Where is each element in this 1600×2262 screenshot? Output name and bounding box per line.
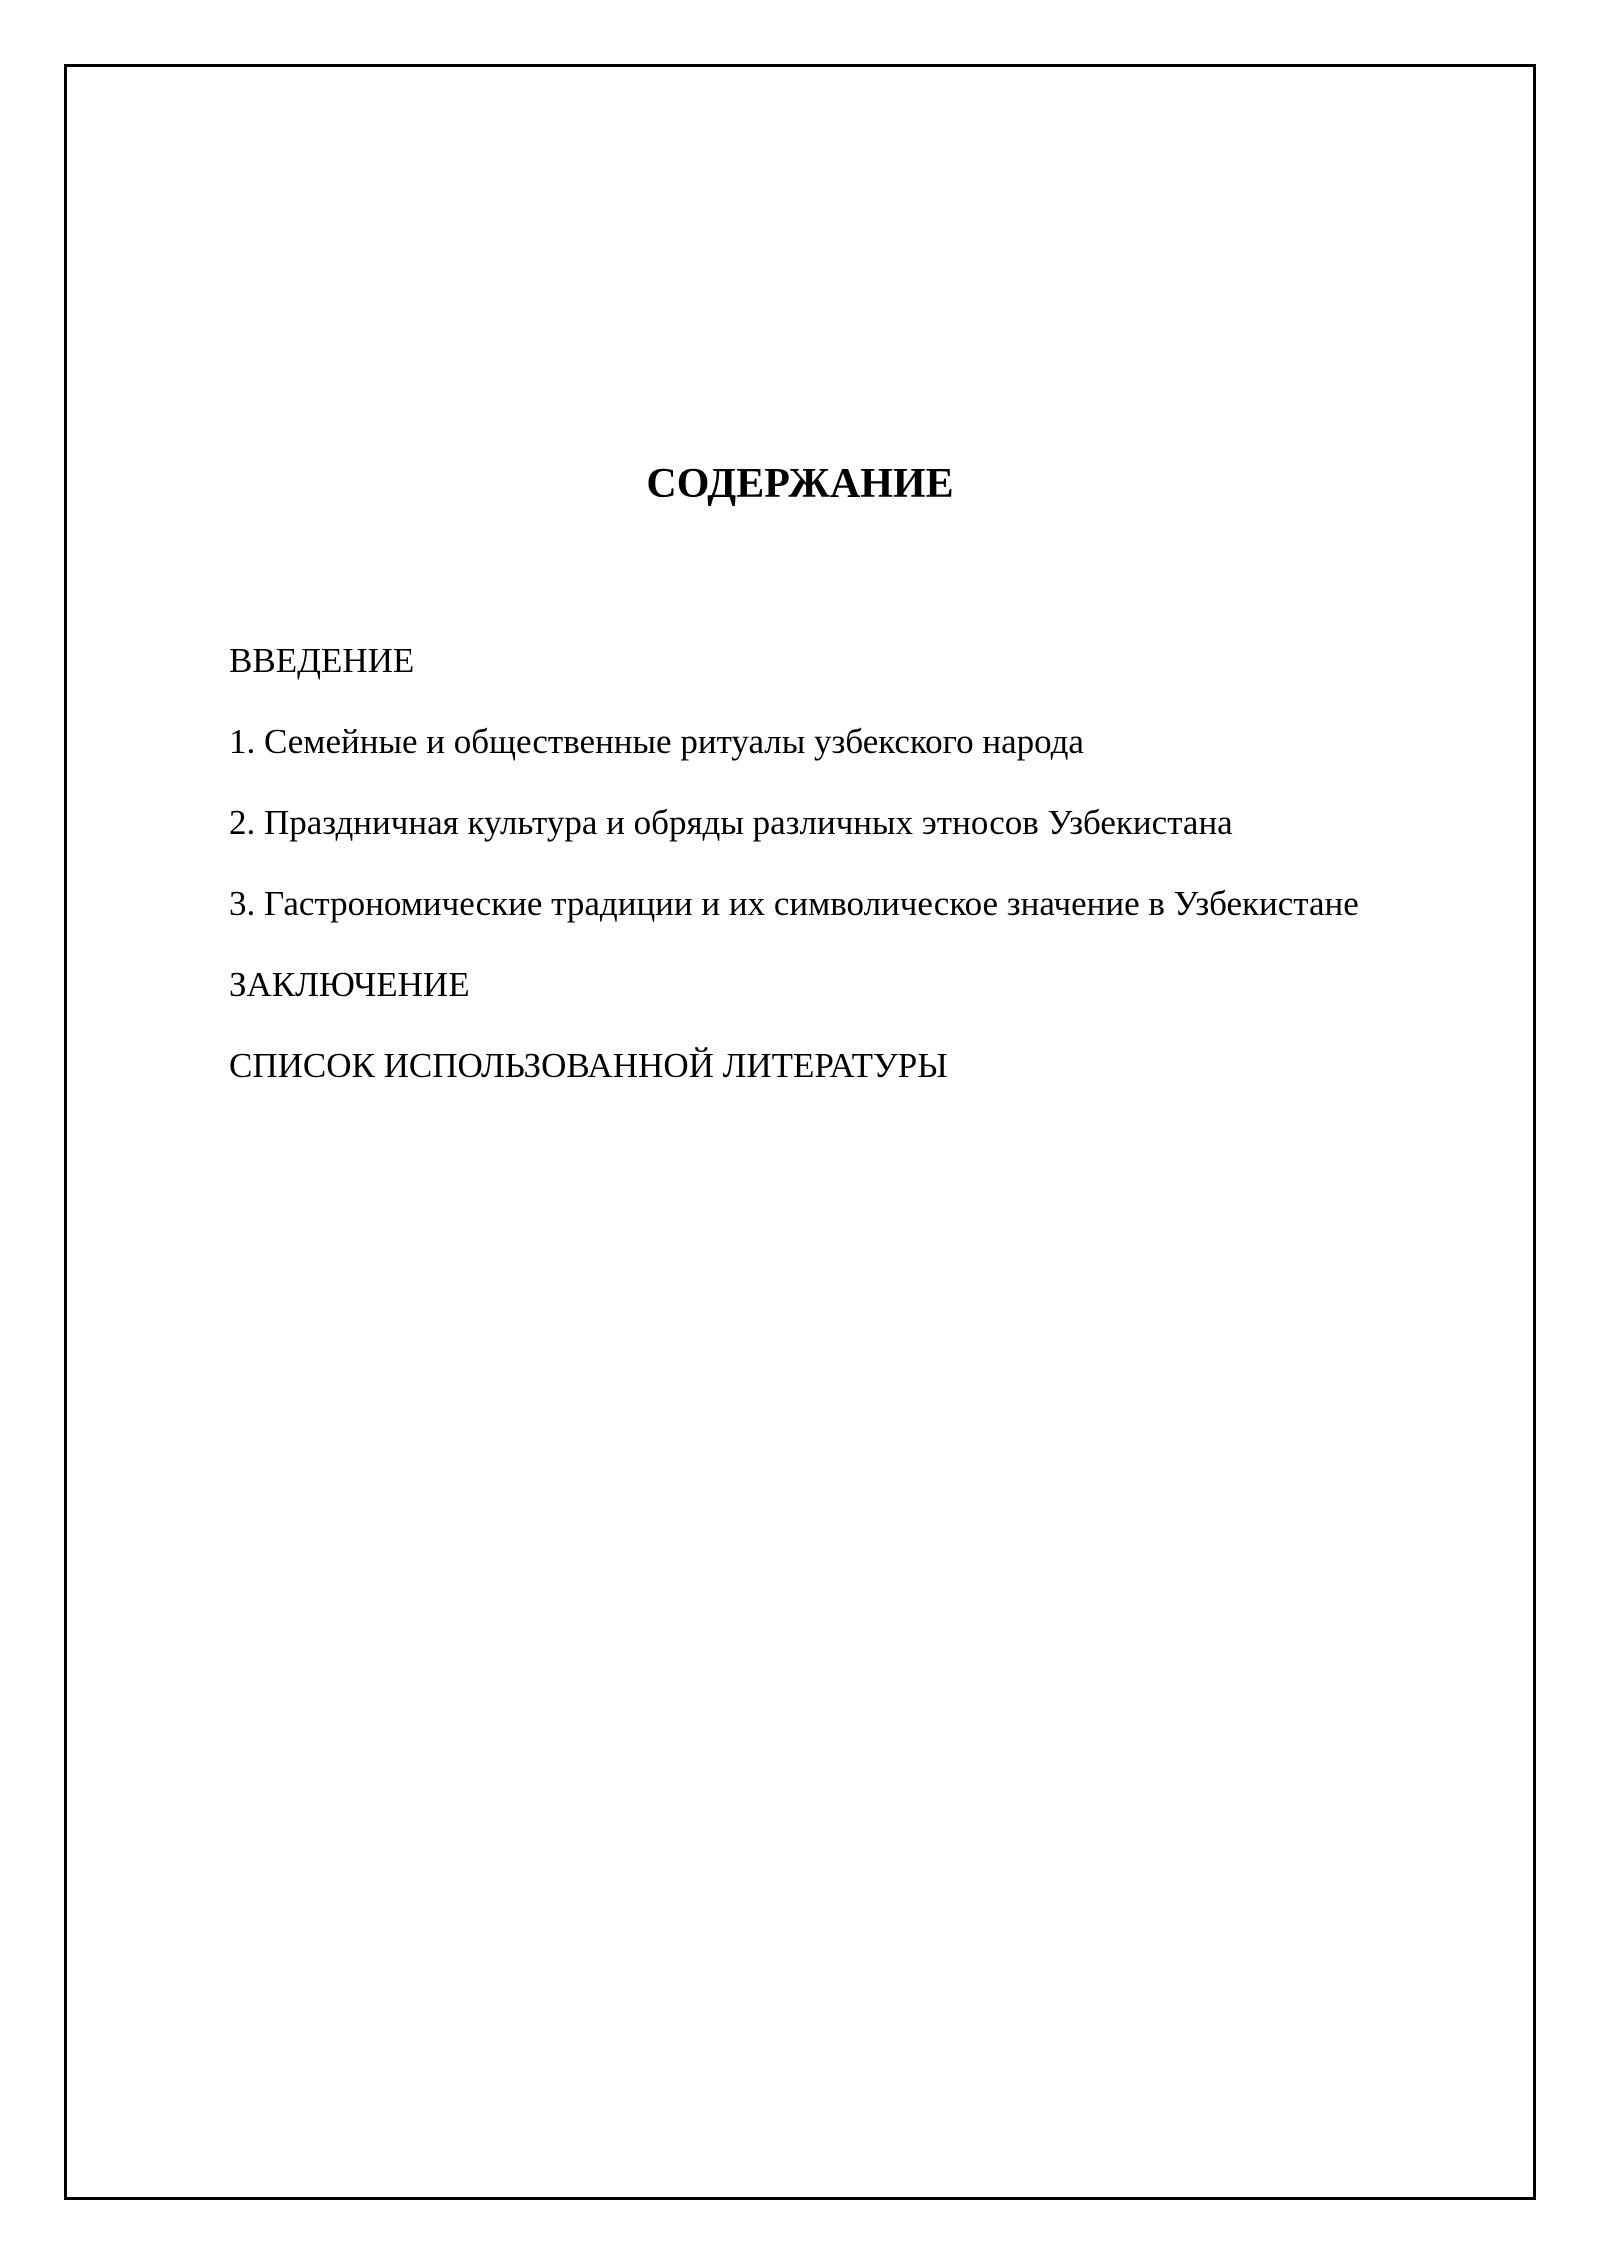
toc-item-bibliography: СПИСОК ИСПОЛЬЗОВАННОЙ ЛИТЕРАТУРЫ	[229, 1046, 948, 1085]
toc-item-introduction: ВВЕДЕНИЕ	[229, 641, 415, 680]
toc-item-chapter-1: 1. Семейные и общественные ритуалы узбекского народа	[229, 722, 1084, 761]
table-of-contents	[229, 640, 1359, 1126]
page-border	[64, 64, 1536, 2200]
toc-item-conclusion: ЗАКЛЮЧЕНИЕ	[229, 965, 470, 1004]
page-title: СОДЕРЖАНИЕ	[646, 461, 954, 507]
toc-item-chapter-2: 2. Праздничная культура и обряды различных этносов Узбекистана	[229, 803, 1233, 842]
toc-item-chapter-3: 3. Гастрономические традиции и их символическое значение в Узбекистане	[229, 884, 1359, 923]
